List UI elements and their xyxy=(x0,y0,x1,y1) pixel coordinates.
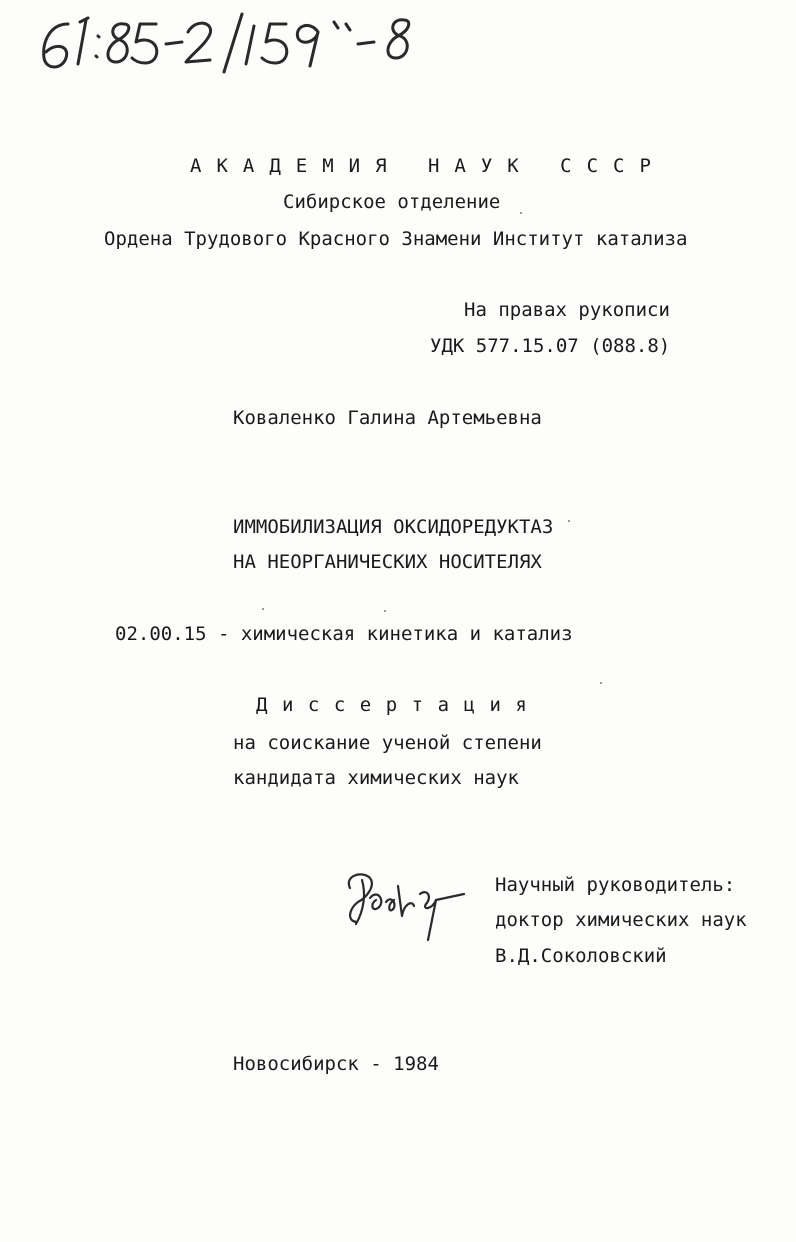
city-year: Новосибирск - 1984 xyxy=(233,1053,439,1075)
author-name: Коваленко Галина Артемьевна xyxy=(233,407,542,429)
scan-speck xyxy=(568,520,570,522)
dissertation-line-2: на соискание ученой степени xyxy=(233,732,542,754)
handwritten-archive-number xyxy=(28,2,448,82)
title-line-2: НА НЕОРГАНИЧЕСКИХ НОСИТЕЛЯХ xyxy=(233,551,542,573)
scan-speck xyxy=(262,608,264,610)
dissertation-word: Диссертация xyxy=(256,694,542,716)
supervisor-label: Научный руководитель: xyxy=(495,874,736,896)
manuscript-rights: На правах рукописи xyxy=(464,299,670,321)
academy-heading: АКАДЕМИЯ НАУК СССР xyxy=(190,155,666,177)
title-line-1: ИММОБИЛИЗАЦИЯ ОКСИДОРЕДУКТАЗ xyxy=(233,516,554,538)
supervisor-degree: доктор химических наук xyxy=(495,909,747,931)
scan-speck xyxy=(520,212,522,214)
signature-icon xyxy=(336,858,476,948)
branch-name: Сибирское отделение xyxy=(283,191,501,213)
udc-code: УДК 577.15.07 (088.8) xyxy=(430,335,671,357)
supervisor-name: В.Д.Соколовский xyxy=(495,945,667,967)
dissertation-line-3: кандидата химических наук xyxy=(233,767,519,789)
institute-name: Ордена Трудового Красного Знамени Институт катализа xyxy=(104,228,688,250)
specialty-code: 02.00.15 - химическая кинетика и катализ xyxy=(115,623,573,645)
scan-speck xyxy=(384,610,386,612)
scan-speck xyxy=(600,682,602,684)
